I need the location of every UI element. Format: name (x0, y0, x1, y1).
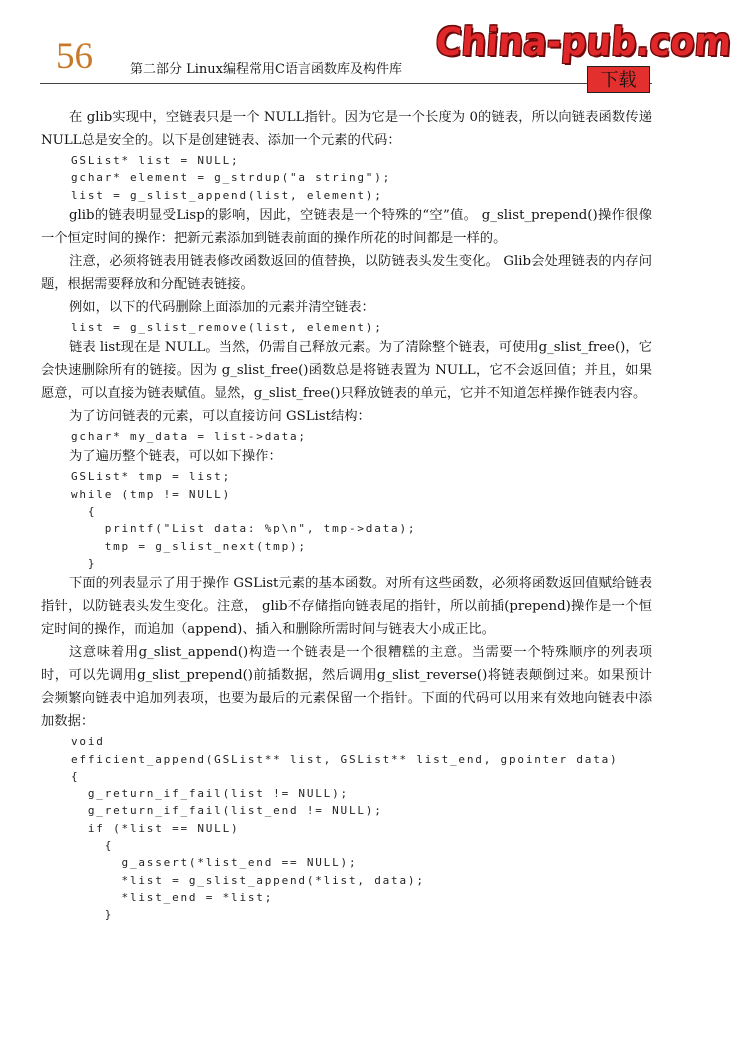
code-block: void efficient_append(GSList** list, GSList** list_end, gpointer data) { g_return_if_fail(list != NULL); g_return_if_fail(list_end != NULL); if (*list == NULL) { g_assert(*list_end == NULL); *list = g_slist_append(*list, data); *list_end = *list; } (71, 735, 619, 922)
paragraph: 为了遍历整个链表，可以如下操作： (69, 449, 282, 465)
paragraph: 注意，必须将链表用链表修改函数返回的值替换，以防链表头发生变化。 Glib会处理链表的内存问题，根据需要释放和分配链表链接。 (41, 253, 652, 292)
page-body (41, 106, 652, 924)
code-block: gchar* my_data = list->data; (71, 430, 307, 444)
paragraph: 例如，以下的代码删除上面添加的元素并清空链表： (69, 299, 375, 315)
download-button[interactable]: 下载 (587, 66, 650, 93)
page-number: 56 (56, 36, 93, 77)
paragraph: 下面的列表显示了用于操作 GSList元素的基本函数。对所有这些函数，必须将函数返回值赋给链表指针，以防链表头发生变化。注意， glib不存储指向链表尾的指针，所以前插(prepend)操作是一个恒定时间的操作，而追加（append)、插入和删除所需时间与链表大小成正比。 (41, 576, 652, 638)
paragraph: 这意味着用g_slist_append()构造一个链表是一个很糟糕的主意。当需要一个特殊顺序的列表项时，可以先调用g_slist_prepend()前插数据，然后调用g_slist_reverse()将链表颠倒过来。如果预计会频繁向链表中追加列表项，也要为最后的元素保留一个指针。下面的代码可以用来有效地向链表中添加数据： (41, 645, 652, 730)
paragraph: 为了访问链表的元素，可以直接访问 GSList结构： (69, 409, 371, 425)
paragraph: 在 glib实现中，空链表只是一个 NULL指针。因为它是一个长度为 0的链表，所以向链表函数传递NULL总是安全的。以下是创建链表、添加一个元素的代码： (41, 110, 652, 148)
paragraph: glib的链表明显受Lisp的影响，因此，空链表是一个特殊的“空”值。 g_slist_prepend()操作很像一个恒定时间的操作：把新元素添加到链表前面的操作所花的时间都是一样的。 (41, 207, 652, 246)
code-block: GSList* tmp = list; while (tmp != NULL) { printf("List data: %p\n", tmp->data); tmp = g_slist_next(tmp); } (71, 470, 417, 570)
code-block: GSList* list = NULL; gchar* element = g_strdup("a string"); list = g_slist_append(list, element); (71, 154, 392, 202)
code-block: list = g_slist_remove(list, element); (71, 320, 383, 334)
running-head: 第二部分 Linux编程常用C语言函数库及构件库 (130, 62, 402, 77)
header-rule (40, 83, 652, 84)
china-pub-logo[interactable]: China-pub.com (434, 20, 733, 65)
paragraph: 链表 list现在是 NULL。当然，仍需自己释放元素。为了清除整个链表，可使用g_slist_free()，它会快速删除所有的链接。因为 g_slist_free()函数总是将链表置为 NULL，它不会返回值；并且，如果愿意，可以直接为链表赋值。显然，g_slist_free()只释放链表的单元，它并不知道怎样操作链表内容。 (41, 340, 652, 402)
